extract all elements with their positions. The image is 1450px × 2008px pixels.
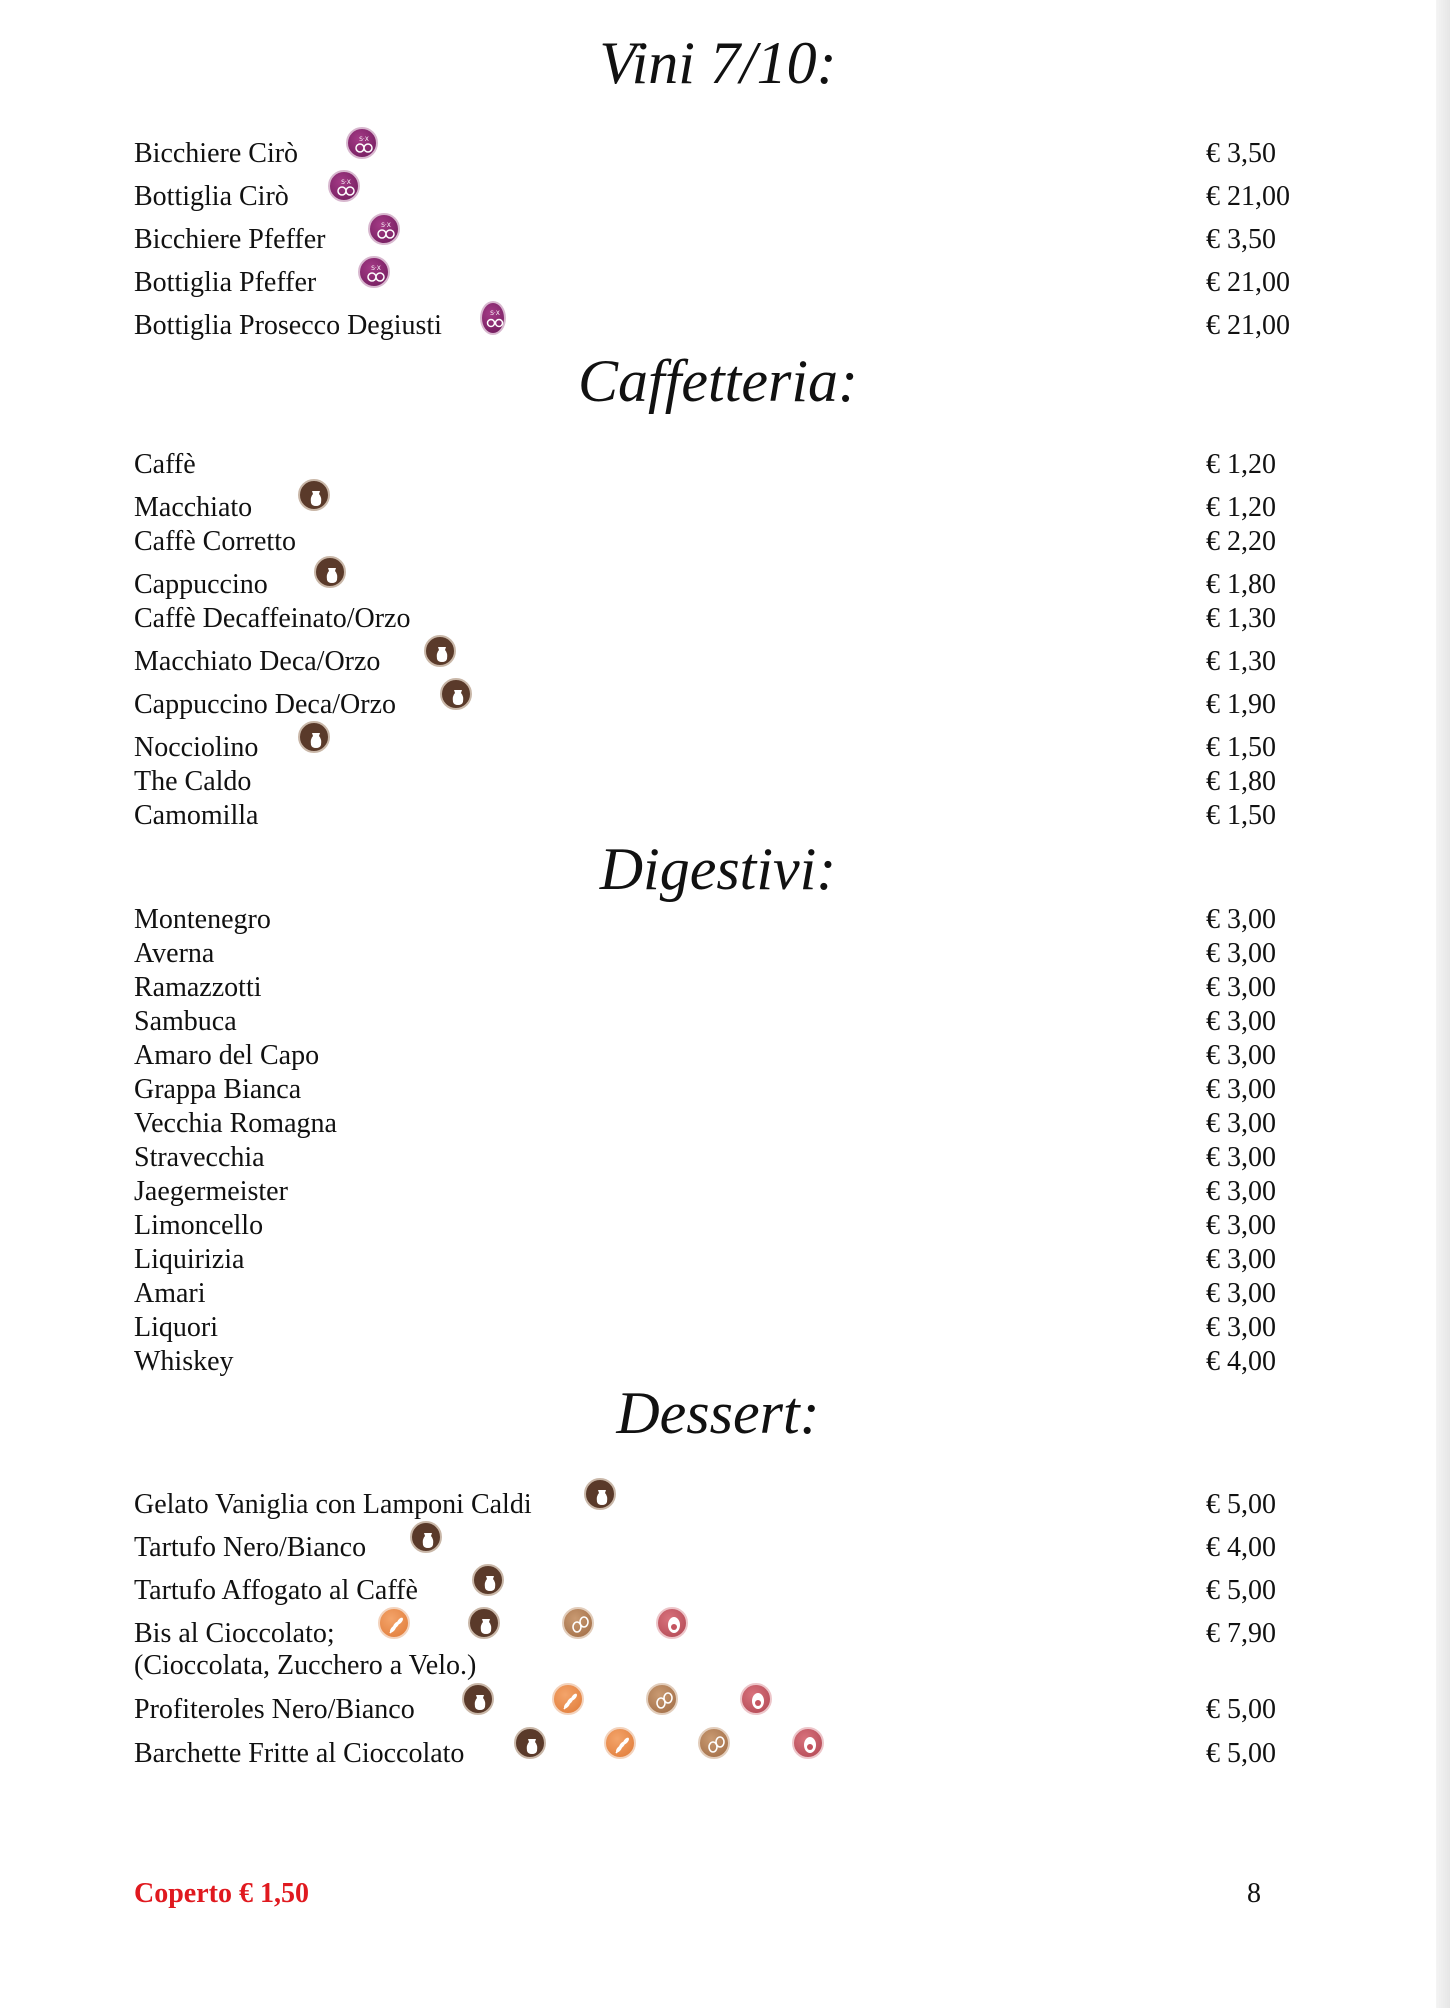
milk-icon	[472, 1564, 504, 1596]
item-name: Tartufo Nero/Bianco	[134, 1532, 367, 1563]
nuts-icon	[646, 1683, 678, 1715]
item-price: € 1,30	[1206, 646, 1276, 677]
menu-item	[134, 223, 1294, 257]
item-name: Stravecchia	[134, 1142, 265, 1173]
milk-icon	[462, 1683, 494, 1715]
menu-item	[134, 1039, 1294, 1073]
menu-item	[134, 137, 1294, 171]
sulfites-icon	[346, 127, 378, 159]
menu-item	[134, 448, 1294, 482]
egg-icon	[740, 1683, 772, 1715]
item-name: Bicchiere Cirò	[134, 138, 299, 169]
item-name: Bottiglia Cirò	[134, 181, 289, 212]
milk-icon	[440, 678, 472, 710]
nuts-icon	[562, 1607, 594, 1639]
item-name: Jaegermeister	[134, 1176, 288, 1207]
item-name: Macchiato Deca/Orzo	[134, 646, 381, 677]
item-price: € 5,00	[1206, 1694, 1276, 1725]
menu-item	[134, 1243, 1294, 1277]
item-name: Cappuccino Deca/Orzo	[134, 689, 396, 720]
item-price: € 1,50	[1206, 732, 1276, 763]
menu-item	[134, 731, 1294, 765]
nuts-icon	[698, 1727, 730, 1759]
svg-text:S·X: S·X	[490, 310, 500, 317]
item-price: € 3,00	[1206, 1176, 1276, 1207]
item-name: Barchette Fritte al Cioccolato	[134, 1738, 465, 1769]
item-price: € 3,00	[1206, 1142, 1276, 1173]
milk-icon	[314, 556, 346, 588]
item-price: € 3,00	[1206, 1040, 1276, 1071]
menu-item	[134, 645, 1294, 679]
item-price: € 3,50	[1206, 138, 1276, 169]
menu-item	[134, 688, 1294, 722]
item-name: Whiskey	[134, 1346, 234, 1377]
milk-icon	[410, 1521, 442, 1553]
item-price: € 3,00	[1206, 1244, 1276, 1275]
menu-item	[134, 602, 1294, 636]
menu-item	[134, 1617, 1294, 1685]
item-price: € 3,00	[1206, 938, 1276, 969]
item-price: € 3,00	[1206, 1312, 1276, 1343]
item-price: € 4,00	[1206, 1532, 1276, 1563]
sulfites-icon	[368, 213, 400, 245]
menu-item	[134, 1209, 1294, 1243]
item-price: € 21,00	[1206, 267, 1290, 298]
menu-item	[134, 1107, 1294, 1141]
menu-item	[134, 1141, 1294, 1175]
menu-item	[134, 1737, 1294, 1771]
item-name: Caffè Decaffeinato/Orzo	[134, 603, 411, 634]
item-price: € 3,00	[1206, 972, 1276, 1003]
menu-item	[134, 1175, 1294, 1209]
menu-item	[134, 1311, 1294, 1345]
item-name: Caffè	[134, 449, 196, 480]
section-title-caffetteria: Caffetteria:	[578, 348, 858, 414]
item-name: Bottiglia Pfeffer	[134, 267, 317, 298]
milk-icon	[298, 721, 330, 753]
item-name: Liquirizia	[134, 1244, 245, 1275]
item-price: € 3,50	[1206, 224, 1276, 255]
item-name: Amari	[134, 1278, 206, 1309]
item-name: Camomilla	[134, 800, 259, 831]
milk-icon	[514, 1727, 546, 1759]
item-description: (Cioccolata, Zucchero a Velo.)	[134, 1650, 477, 1681]
item-name: Ramazzotti	[134, 972, 262, 1003]
menu-item	[134, 765, 1294, 799]
menu-item	[134, 903, 1294, 937]
item-name: Caffè Corretto	[134, 526, 296, 557]
svg-text:S·X: S·X	[359, 136, 369, 143]
menu-item	[134, 266, 1294, 300]
item-name: Sambuca	[134, 1006, 237, 1037]
item-price: € 1,90	[1206, 689, 1276, 720]
item-price: € 3,00	[1206, 1278, 1276, 1309]
item-price: € 5,00	[1206, 1738, 1276, 1769]
page-edge	[1436, 0, 1450, 2008]
menu-item	[134, 568, 1294, 602]
item-price: € 21,00	[1206, 310, 1290, 341]
item-name: Profiteroles Nero/Bianco	[134, 1694, 415, 1725]
item-price: € 3,00	[1206, 1074, 1276, 1105]
svg-text:S·X: S·X	[341, 179, 351, 186]
menu-item	[134, 525, 1294, 559]
sulfites-icon	[480, 301, 506, 335]
section-title-digestivi: Digestivi:	[599, 836, 837, 902]
menu-item	[134, 1345, 1294, 1379]
menu-item	[134, 309, 1294, 343]
item-price: € 1,50	[1206, 800, 1276, 831]
item-price: € 3,00	[1206, 1108, 1276, 1139]
item-price: € 3,00	[1206, 1210, 1276, 1241]
item-name: Liquori	[134, 1312, 218, 1343]
menu-item	[134, 1531, 1294, 1565]
milk-icon	[468, 1607, 500, 1639]
coperto-note: Coperto € 1,50	[134, 1878, 309, 1909]
menu-item	[134, 180, 1294, 214]
item-name: Montenegro	[134, 904, 271, 935]
item-price: € 7,90	[1206, 1618, 1276, 1649]
menu-item	[134, 971, 1294, 1005]
item-name: Bis al Cioccolato;	[134, 1618, 335, 1649]
item-price: € 1,20	[1206, 449, 1276, 480]
item-name: Limoncello	[134, 1210, 264, 1241]
item-name: Bicchiere Pfeffer	[134, 224, 326, 255]
gluten-icon	[552, 1683, 584, 1715]
item-price: € 4,00	[1206, 1346, 1276, 1377]
menu-item	[134, 1574, 1294, 1608]
item-name: Nocciolino	[134, 732, 259, 763]
item-name: Gelato Vaniglia con Lamponi Caldi	[134, 1489, 532, 1520]
menu-item	[134, 1073, 1294, 1107]
item-price: € 3,00	[1206, 904, 1276, 935]
item-name: Averna	[134, 938, 215, 969]
item-name: Grappa Bianca	[134, 1074, 302, 1105]
item-price: € 1,80	[1206, 569, 1276, 600]
gluten-icon	[604, 1727, 636, 1759]
menu-item	[134, 1005, 1294, 1039]
section-title-vini: Vini 7/10:	[599, 30, 837, 96]
item-name: Cappuccino	[134, 569, 268, 600]
item-name: Tartufo Affogato al Caffè	[134, 1575, 418, 1606]
menu-item	[134, 799, 1294, 833]
item-price: € 1,20	[1206, 492, 1276, 523]
sulfites-icon	[358, 256, 390, 288]
svg-text:S·X: S·X	[381, 222, 391, 229]
milk-icon	[584, 1478, 616, 1510]
menu-item	[134, 1693, 1294, 1727]
page-number: 8	[1247, 1878, 1261, 1909]
menu-item	[134, 491, 1294, 525]
item-price: € 2,20	[1206, 526, 1276, 557]
item-price: € 21,00	[1206, 181, 1290, 212]
item-price: € 1,30	[1206, 603, 1276, 634]
item-price: € 1,80	[1206, 766, 1276, 797]
sulfites-icon	[328, 170, 360, 202]
egg-icon	[656, 1607, 688, 1639]
item-name: Macchiato	[134, 492, 253, 523]
svg-text:S·X: S·X	[371, 265, 381, 272]
item-price: € 3,00	[1206, 1006, 1276, 1037]
milk-icon	[298, 479, 330, 511]
item-name: The Caldo	[134, 766, 252, 797]
menu-item	[134, 1488, 1294, 1522]
item-price: € 5,00	[1206, 1575, 1276, 1606]
menu-item	[134, 1277, 1294, 1311]
item-price: € 5,00	[1206, 1489, 1276, 1520]
item-name: Vecchia Romagna	[134, 1108, 337, 1139]
item-name: Bottiglia Prosecco Degiusti	[134, 310, 442, 341]
egg-icon	[792, 1727, 824, 1759]
milk-icon	[424, 635, 456, 667]
section-title-dessert: Dessert:	[616, 1380, 820, 1446]
item-name: Amaro del Capo	[134, 1040, 320, 1071]
gluten-icon	[378, 1607, 410, 1639]
menu-item	[134, 937, 1294, 971]
